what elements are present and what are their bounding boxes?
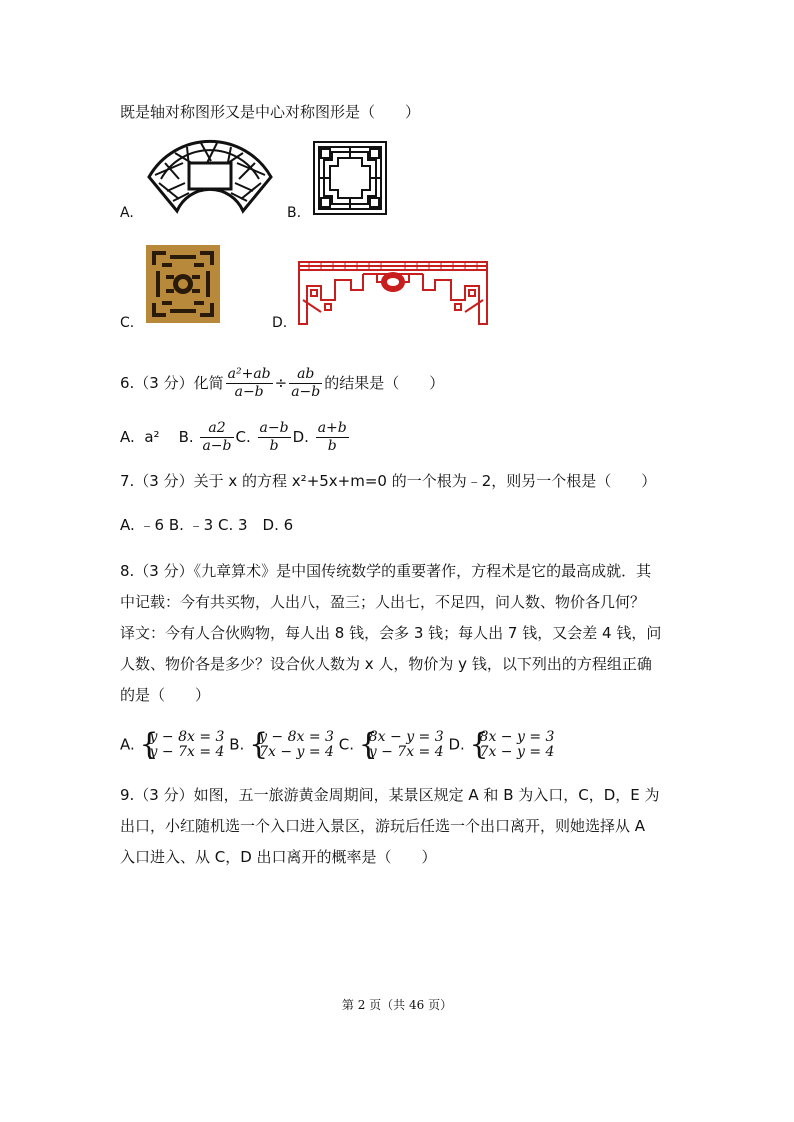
q8-option-d-eq2: 7x − y = 4 — [479, 744, 555, 760]
brown-lattice-tile-figure — [146, 245, 220, 327]
q8-option-a-system: { y − 8x = 3 y − 7x = 4 — [139, 727, 225, 762]
q6-option-b-label: B. — [178, 428, 194, 446]
q8-option-a-eq2: y − 7x = 4 — [149, 744, 225, 760]
q8-option-a-eq1: y − 8x = 3 — [149, 729, 225, 745]
q8-option-b-eq2: 7x − y = 4 — [259, 744, 334, 760]
fan-window-figure — [145, 135, 275, 219]
page-footer: 第 2 页（共 46 页） — [341, 998, 453, 1012]
q6-fraction-2-denominator: a−b — [291, 384, 321, 400]
q8-options — [120, 727, 555, 762]
q8-option-c-eq2: y − 7x = 4 — [368, 744, 444, 760]
q8-line-5: 的是（ ） — [120, 686, 211, 704]
q5-option-d-label: D. — [272, 315, 288, 331]
q5-option-b-label: B. — [287, 205, 302, 221]
q6-fraction-2 — [289, 366, 322, 401]
q6-options — [120, 420, 351, 455]
q8-option-b-label: B. — [229, 735, 245, 754]
q6-stem-after: 的结果是（ ） — [324, 374, 445, 392]
red-lattice-arch-figure — [297, 260, 489, 330]
q6-option-b-denominator: a−b — [202, 438, 232, 454]
q6-option-c-fraction — [258, 420, 291, 455]
q8-line-4: 人数、物价各是多少？设合伙人数为 x 人，物价为 y 钱，以下列出的方程组正确 — [120, 655, 652, 673]
q6-fraction-1-denominator: a−b — [234, 384, 264, 400]
q6-option-b-fraction — [200, 420, 233, 455]
q8-line-2: 中记载：今有共买物，人出八，盈三；人出七，不足四，问人数、物价各几何？ — [120, 593, 646, 611]
q6-option-b-numerator: a2 — [200, 420, 233, 438]
q8-option-c-eq1: 8x − y = 3 — [368, 729, 444, 745]
q6-stem — [120, 366, 444, 401]
q6-fraction-1 — [226, 366, 273, 401]
q8-option-b-system: { y − 8x = 3 7x − y = 4 — [249, 727, 334, 762]
q6-option-d-fraction — [316, 420, 349, 455]
q8-line-3: 译文：今有人合伙购物，每人出 8 钱，会多 3 钱；每人出 7 钱，又会差 4 钱，问 — [120, 624, 662, 642]
q6-option-c-denominator: b — [269, 438, 279, 454]
q9-line-1: 9.（3 分）如图，五一旅游黄金周期间，某景区规定 A 和 B 为入口，C，D，E 为 — [120, 786, 660, 804]
q8-option-c-label: C. — [338, 735, 354, 754]
q5-stem: 既是轴对称图形又是中心对称图形是（ ） — [120, 103, 421, 121]
q6-fraction-1-numerator: a²+ab — [227, 366, 271, 382]
q8-line-1: 8.（3 分）《九章算术》是中国传统数学的重要著作，方程术是它的最高成就．其 — [120, 562, 652, 580]
q5-option-c-label: C. — [120, 315, 135, 331]
q6-option-c-label: C. — [235, 428, 251, 446]
q7-options: A. ﹣6 B. ﹣3 C. 3 D. 6 — [120, 516, 294, 534]
q6-fraction-2-numerator: ab — [289, 366, 322, 384]
q8-option-b-eq1: y − 8x = 3 — [259, 729, 334, 745]
q9-line-2: 出口，小红随机选一个入口进入景区，游玩后任选一个出口离开，则她选择从 A — [120, 817, 646, 835]
q8-option-c-system: { 8x − y = 3 y − 7x = 4 — [358, 727, 444, 762]
q6-option-a-value: a² — [144, 428, 160, 446]
q8-option-d-system: { 8x − y = 3 7x − y = 4 — [469, 727, 555, 762]
q6-divide-sign: ÷ — [274, 374, 288, 392]
q7-stem: 7.（3 分）关于 x 的方程 x²+5x+m=0 的一个根为﹣2，则另一个根是（ ） — [120, 472, 657, 490]
q6-option-a-label: A. — [120, 428, 135, 446]
q6-option-d-denominator: b — [327, 438, 337, 454]
q6-option-d-label: D. — [292, 428, 309, 446]
square-lattice-figure — [312, 140, 388, 220]
q5-option-a-label: A. — [120, 205, 134, 221]
q8-option-d-label: D. — [448, 735, 465, 754]
q6-stem-before: 6.（3 分）化简 — [120, 374, 224, 392]
q8-option-d-eq1: 8x − y = 3 — [479, 729, 555, 745]
q6-option-c-numerator: a−b — [259, 420, 289, 436]
q9-line-3: 入口进入、从 C，D 出口离开的概率是（ ） — [120, 848, 437, 866]
q6-option-d-numerator: a+b — [317, 420, 347, 436]
q8-option-a-label: A. — [120, 735, 135, 754]
